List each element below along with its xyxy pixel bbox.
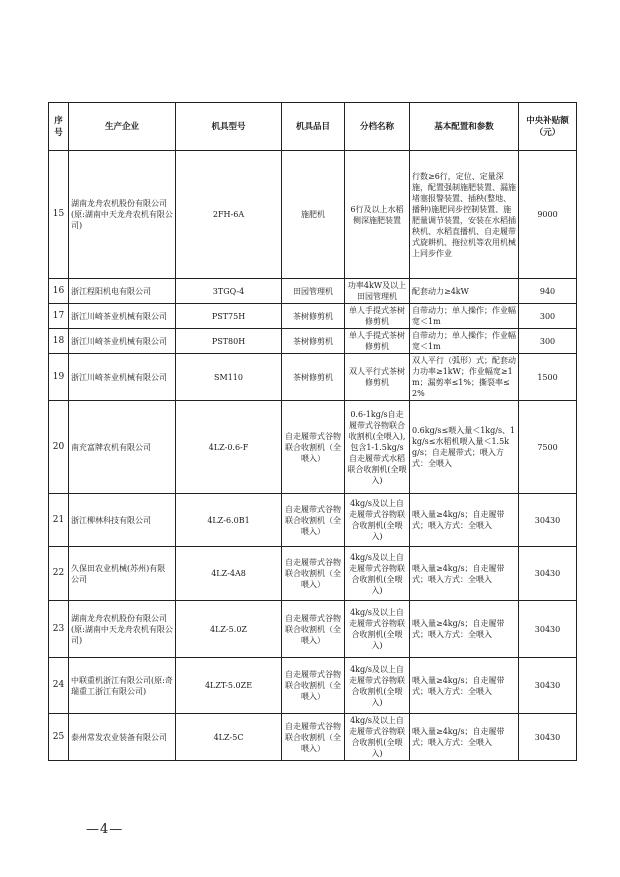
cell-tier: 6行及以上水稻侧深施肥装置 bbox=[345, 151, 410, 279]
table-row bbox=[49, 304, 577, 329]
cell-config: 喂入量≥4kg/s；自走履带式；喂入方式：全喂入 bbox=[410, 714, 519, 761]
cell-item: 自走履带式谷物联合收割机（全喂入） bbox=[282, 547, 345, 601]
cell-subsidy: 300 bbox=[519, 329, 577, 354]
cell-seq: 20 bbox=[49, 401, 69, 494]
cell-model: 4LZ-5.0Z bbox=[176, 601, 282, 658]
cell-model: 4LZT-5.0ZE bbox=[176, 658, 282, 714]
header-tier: 分档名称 bbox=[345, 103, 410, 151]
cell-model: 3TGQ-4 bbox=[176, 279, 282, 304]
cell-seq: 18 bbox=[49, 329, 69, 354]
cell-config: 自带动力；单人操作；作业幅宽＜1m bbox=[410, 304, 519, 329]
cell-item: 施肥机 bbox=[282, 151, 345, 279]
cell-tier: 0.6-1kg/s自走履带式谷物联合收割机(全喂入),包含1-1.5kg/s自走履带式水稻联合收割机(全喂入) bbox=[345, 401, 410, 494]
cell-enterprise: 浙江柳林科技有限公司 bbox=[69, 494, 176, 547]
cell-item: 茶树修剪机 bbox=[282, 304, 345, 329]
cell-enterprise: 浙江川崎茶业机械有限公司 bbox=[69, 304, 176, 329]
cell-tier: 4kg/s及以上自走履带式谷物联合收割机(全喂入) bbox=[345, 658, 410, 714]
header-seq: 序号 bbox=[49, 103, 69, 151]
table-header-row bbox=[49, 103, 577, 151]
subsidy-table-sheet bbox=[48, 102, 576, 761]
header-enterprise: 生产企业 bbox=[69, 103, 176, 151]
cell-enterprise: 湖南龙舟农机股份有限公司(原:湖南中天龙舟农机有限公司) bbox=[69, 151, 176, 279]
cell-subsidy: 1500 bbox=[519, 354, 577, 401]
cell-subsidy: 30430 bbox=[519, 547, 577, 601]
cell-tier: 4kg/s及以上自走履带式谷物联合收割机(全喂入) bbox=[345, 714, 410, 761]
cell-config: 0.6kg/s≤喂入量＜1kg/s、1kg/s≤水稻机喂入量＜1.5kg/s；自走履带式；喂入方式：全喂入 bbox=[410, 401, 519, 494]
cell-config: 喂入量≥4kg/s；自走履带式；喂入方式：全喂入 bbox=[410, 601, 519, 658]
cell-config: 配套动力≥4kW bbox=[410, 279, 519, 304]
cell-tier: 单人手提式茶树修剪机 bbox=[345, 304, 410, 329]
cell-item: 自走履带式谷物联合收割机（全喂入） bbox=[282, 401, 345, 494]
cell-subsidy: 940 bbox=[519, 279, 577, 304]
cell-config: 喂入量≥4kg/s；自走履带式；喂入方式：全喂入 bbox=[410, 658, 519, 714]
cell-enterprise: 中联重机浙江有限公司(原:奇瑞重工浙江有限公司) bbox=[69, 658, 176, 714]
cell-subsidy: 300 bbox=[519, 304, 577, 329]
cell-item: 自走履带式谷物联合收割机（全喂入） bbox=[282, 601, 345, 658]
cell-config: 行数≥6行，定位、定量深施，配置强制施肥装置、漏施堵塞报警装置、插秧(整地、播种)施肥同步控制装置、施肥量调节装置，安装在水稻插秧机、水稻直播机、自走履带式旋耕机、拖拉机等农用机械上同步作业 bbox=[410, 151, 519, 279]
cell-seq: 23 bbox=[49, 601, 69, 658]
cell-enterprise: 泰州常发农业装备有限公司 bbox=[69, 714, 176, 761]
cell-enterprise: 南充富牌农机有限公司 bbox=[69, 401, 176, 494]
page-number: —4— bbox=[86, 822, 124, 837]
cell-tier: 单人手提式茶树修剪机 bbox=[345, 329, 410, 354]
cell-subsidy: 30430 bbox=[519, 601, 577, 658]
cell-subsidy: 30430 bbox=[519, 494, 577, 547]
table-row bbox=[49, 547, 577, 601]
cell-enterprise: 久保田农业机械(苏州)有限公司 bbox=[69, 547, 176, 601]
cell-item: 自走履带式谷物联合收割机（全喂入） bbox=[282, 658, 345, 714]
cell-enterprise: 浙江川崎茶业机械有限公司 bbox=[69, 354, 176, 401]
table-row bbox=[49, 279, 577, 304]
table-row bbox=[49, 151, 577, 279]
cell-config: 自带动力；单人操作；作业幅宽＜1m bbox=[410, 329, 519, 354]
cell-item: 田园管理机 bbox=[282, 279, 345, 304]
cell-enterprise: 浙江川崎茶业机械有限公司 bbox=[69, 329, 176, 354]
cell-item: 自走履带式谷物联合收割机（全喂入） bbox=[282, 714, 345, 761]
table-row bbox=[49, 494, 577, 547]
table-row bbox=[49, 401, 577, 494]
table-row bbox=[49, 658, 577, 714]
cell-subsidy: 9000 bbox=[519, 151, 577, 279]
cell-model: PST75H bbox=[176, 304, 282, 329]
header-item: 机具品目 bbox=[282, 103, 345, 151]
table-row bbox=[49, 601, 577, 658]
table-row bbox=[49, 714, 577, 761]
cell-model: 4LZ-5C bbox=[176, 714, 282, 761]
cell-seq: 24 bbox=[49, 658, 69, 714]
header-config: 基本配置和参数 bbox=[410, 103, 519, 151]
cell-seq: 17 bbox=[49, 304, 69, 329]
cell-model: PST80H bbox=[176, 329, 282, 354]
subsidy-table bbox=[48, 102, 577, 761]
table-row bbox=[49, 329, 577, 354]
cell-seq: 25 bbox=[49, 714, 69, 761]
cell-tier: 4kg/s及以上自走履带式谷物联合收割机(全喂入) bbox=[345, 601, 410, 658]
cell-model: SM110 bbox=[176, 354, 282, 401]
cell-seq: 22 bbox=[49, 547, 69, 601]
cell-tier: 双人平行式茶树修剪机 bbox=[345, 354, 410, 401]
cell-model: 2FH-6A bbox=[176, 151, 282, 279]
cell-config: 喂入量≥4kg/s；自走履带式；喂入方式：全喂入 bbox=[410, 494, 519, 547]
cell-seq: 21 bbox=[49, 494, 69, 547]
cell-subsidy: 30430 bbox=[519, 658, 577, 714]
cell-subsidy: 7500 bbox=[519, 401, 577, 494]
header-model: 机具型号 bbox=[176, 103, 282, 151]
cell-model: 4LZ-0.6-F bbox=[176, 401, 282, 494]
cell-item: 茶树修剪机 bbox=[282, 354, 345, 401]
table-body bbox=[49, 151, 577, 761]
cell-item: 茶树修剪机 bbox=[282, 329, 345, 354]
cell-config: 喂入量≥4kg/s；自走履带式；喂入方式：全喂入 bbox=[410, 547, 519, 601]
header-subsidy: 中央补贴额（元） bbox=[519, 103, 577, 151]
table-row bbox=[49, 354, 577, 401]
cell-seq: 15 bbox=[49, 151, 69, 279]
cell-seq: 16 bbox=[49, 279, 69, 304]
cell-subsidy: 30430 bbox=[519, 714, 577, 761]
cell-model: 4LZ-4A8 bbox=[176, 547, 282, 601]
cell-seq: 19 bbox=[49, 354, 69, 401]
cell-enterprise: 浙江程阳机电有限公司 bbox=[69, 279, 176, 304]
cell-model: 4LZ-6.0B1 bbox=[176, 494, 282, 547]
cell-item: 自走履带式谷物联合收割机（全喂入） bbox=[282, 494, 345, 547]
cell-tier: 4kg/s及以上自走履带式谷物联合收割机(全喂入) bbox=[345, 547, 410, 601]
cell-enterprise: 湖南龙舟农机股份有限公司(原:湖南中天龙舟农机有限公司) bbox=[69, 601, 176, 658]
cell-config: 双人平行（弧形）式；配套动力功率≥1kW；作业幅宽≥1m；漏剪率≤1%；撕裂率≤2% bbox=[410, 354, 519, 401]
cell-tier: 功率4kW及以上田园管理机 bbox=[345, 279, 410, 304]
cell-tier: 4kg/s及以上自走履带式谷物联合收割机(全喂入) bbox=[345, 494, 410, 547]
